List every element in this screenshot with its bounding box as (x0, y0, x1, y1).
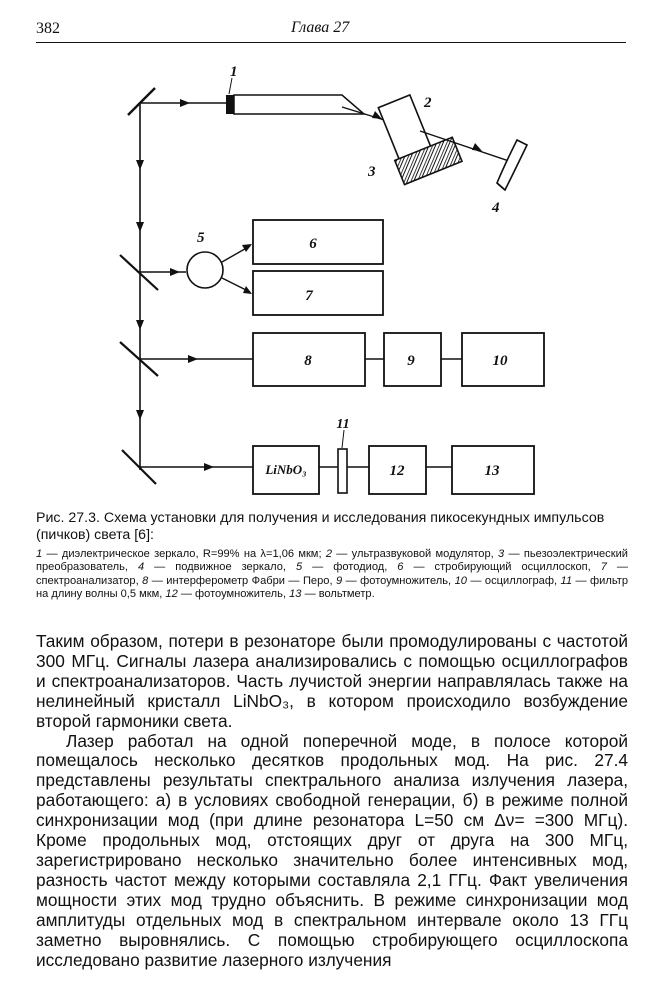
legend-item: 5 — фотодиод, (296, 561, 388, 574)
movable-mirror (497, 140, 527, 190)
label-7: 7 (305, 288, 313, 304)
laser-rod (234, 95, 364, 114)
signal-arrow (242, 244, 252, 252)
beam-arrow (170, 268, 180, 276)
page-number: 382 (36, 20, 60, 37)
label-5: 5 (197, 230, 205, 246)
label-9: 9 (407, 353, 415, 369)
legend-item: 7 — спектроанализатор, (36, 561, 628, 587)
legend-item: 3 — пьезоэлектрический преобразователь, (36, 548, 628, 574)
figure-legend (36, 548, 628, 602)
box-7-spectrum-analyzer (253, 271, 383, 315)
beam-arrow (180, 99, 190, 107)
filter-0-5-um (338, 449, 347, 493)
beam-arrow (136, 222, 144, 232)
signal-arrow (243, 286, 252, 294)
label-11: 11 (336, 417, 350, 432)
legend-item: 9 — фотоумножитель, (335, 574, 452, 587)
beam-arrow (136, 410, 144, 420)
legend-item: 11 — фильтр на длину волны 0,5 мкм, (36, 574, 628, 601)
beam-arrow (188, 355, 198, 363)
legend-item: 12 — фотоумножитель, (165, 588, 287, 601)
label-13: 13 (484, 463, 500, 479)
label-3: 3 (368, 164, 376, 180)
dielectric-mirror (226, 95, 234, 114)
leader-line (229, 78, 232, 94)
label-8: 8 (304, 353, 312, 369)
legend-item: 1 — диэлектрическое зеркало, R=99% на λ=1,06 мкм; (36, 548, 322, 560)
leader-line (342, 430, 344, 448)
running-head (36, 16, 626, 43)
turning-mirror-top (128, 88, 155, 115)
beam-arrow (136, 320, 144, 330)
legend-item: 13 — вольтметр. (289, 588, 375, 601)
caption-text: Схема установки для получения и исследования пикосекундных импульсов (пичков) света [6]: (36, 510, 605, 543)
paragraph: Таким образом, потери в резонаторе были промодулированы с частотой 300 МГц. Сигналы лазера анализировались с помощью осциллографов и спектроанализаторов. Часть лучистой энергии направлялась также на нелинейный кристалл LiNbO₃, в котором происходило возбуждение второй гармоники света. (36, 631, 628, 731)
label-12: 12 (389, 463, 405, 479)
beam-arrow (136, 160, 144, 170)
beam-arrow (204, 463, 214, 471)
label-4: 4 (492, 200, 500, 216)
photodiode (187, 252, 223, 288)
beam-arrow (472, 143, 482, 151)
label-1: 1 (230, 64, 238, 80)
box-6-sampling-oscilloscope (253, 220, 383, 264)
label-10: 10 (492, 353, 508, 369)
label-2: 2 (424, 95, 432, 111)
paragraph: Лазер работал на одной поперечной моде, в полосе которой помещалось несколько десятков продольных мод. На рис. 27.4 представлены результаты спектрального анализа излучения лазера, работающего: а) в условиях свободной генерации, б) в режиме полной синхронизации мод (при длине резонатора L=50 см Δν= =300 МГц). Кроме продольных мод, отстоящих друг от друга на 300 МГц, зарегистрировано несколько значительно более интенсивных мод, разность частот между которыми составляла 2,1 ГГц. Факт увеличения мощности этих мод трудно объяснить. В режиме синхронизации мод амплитуды отдельных мод в спектральном интервале около 13 ГГц заметно выровнялись. С помощью стробирующего осциллоскопа исследовано развитие лазерного излучения (36, 730, 628, 970)
caption-title (36, 510, 628, 544)
crystal-label: LiNbO₃ (265, 462, 307, 477)
legend-item: 6 — стробирующий осциллоскоп, (397, 561, 591, 574)
label-6: 6 (309, 236, 317, 252)
legend-item: 10 — осциллограф, (454, 574, 558, 587)
chapter-title: Глава 27 (291, 19, 350, 36)
body-text (36, 632, 628, 970)
legend-item: 4 — подвижное зеркало, (138, 561, 287, 574)
figure-number: Рис. 27.3. (36, 510, 100, 526)
figure-caption (36, 510, 628, 602)
legend-item: 8 — интерферометр Фабри — Перо, (142, 574, 333, 587)
setup-schematic (0, 50, 667, 500)
legend-item: 2 — ультразвуковой модулятор, (325, 548, 494, 560)
